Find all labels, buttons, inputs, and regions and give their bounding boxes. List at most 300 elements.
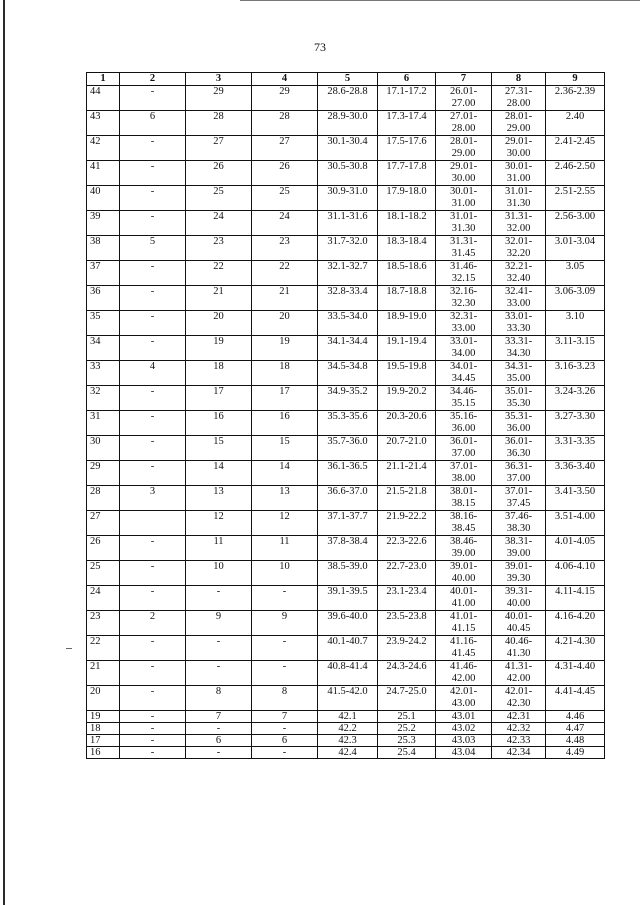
table-cell-col-1: 17 <box>87 735 120 747</box>
table-cell-col-6: 18.5-18.6 <box>378 261 436 286</box>
table-cell-col-5: 38.5-39.0 <box>318 561 378 586</box>
table-cell-col-8: 42.33 <box>492 735 546 747</box>
table-cell-col-9: 3.36-3.40 <box>546 461 605 486</box>
table-cell-col-2: - <box>120 536 186 561</box>
table-cell-col-6: 19.9-20.2 <box>378 386 436 411</box>
table-cell-col-8: 42.32 <box>492 723 546 735</box>
table-row <box>87 723 605 735</box>
table-cell-col-8: 31.31- 32.00 <box>492 211 546 236</box>
table-cell-col-7: 31.01- 31.30 <box>436 211 492 236</box>
table-cell-col-6: 23.9-24.2 <box>378 636 436 661</box>
table-cell-col-5: 28.6-28.8 <box>318 86 378 111</box>
table-cell-col-7: 39.01- 40.00 <box>436 561 492 586</box>
table-cell-col-3: 19 <box>186 336 252 361</box>
table-row <box>87 386 605 411</box>
table-cell-col-7: 31.46- 32.15 <box>436 261 492 286</box>
table-cell-col-4: 20 <box>252 311 318 336</box>
page-number: 73 <box>314 40 326 54</box>
table-row <box>87 661 605 686</box>
table-cell-col-3: 28 <box>186 111 252 136</box>
score-table <box>86 72 605 759</box>
table-cell-col-1: 24 <box>87 586 120 611</box>
table-cell-col-4: 19 <box>252 336 318 361</box>
table-cell-col-3: 20 <box>186 311 252 336</box>
column-header-4: 4 <box>252 73 318 86</box>
table-cell-col-5: 34.1-34.4 <box>318 336 378 361</box>
table-cell-col-7: 35.16- 36.00 <box>436 411 492 436</box>
table-cell-col-8: 32.41- 33.00 <box>492 286 546 311</box>
table-cell-col-9: 3.01-3.04 <box>546 236 605 261</box>
table-cell-col-1: 41 <box>87 161 120 186</box>
table-cell-col-8: 37.46- 38.30 <box>492 511 546 536</box>
table-cell-col-6: 25.1 <box>378 711 436 723</box>
table-cell-col-5: 36.6-37.0 <box>318 486 378 511</box>
table-cell-col-7: 33.01- 34.00 <box>436 336 492 361</box>
table-cell-col-6: 19.5-19.8 <box>378 361 436 386</box>
table-cell-col-5: 32.8-33.4 <box>318 286 378 311</box>
table-cell-col-1: 29 <box>87 461 120 486</box>
table-cell-col-7: 32.31- 33.00 <box>436 311 492 336</box>
table-row <box>87 261 605 286</box>
table-row <box>87 711 605 723</box>
table-cell-col-9: 4.06-4.10 <box>546 561 605 586</box>
table-cell-col-6: 23.1-23.4 <box>378 586 436 611</box>
table-cell-col-8: 33.31- 34.30 <box>492 336 546 361</box>
table-cell-col-7: 38.16- 38.45 <box>436 511 492 536</box>
table-row <box>87 686 605 711</box>
table-cell-col-4: 7 <box>252 711 318 723</box>
table-cell-col-4: 24 <box>252 211 318 236</box>
table-cell-col-6: 25.4 <box>378 747 436 759</box>
table-cell-col-6: 20.7-21.0 <box>378 436 436 461</box>
table-cell-col-7: 43.01 <box>436 711 492 723</box>
table-cell-col-7: 26.01- 27.00 <box>436 86 492 111</box>
table-cell-col-1: 21 <box>87 661 120 686</box>
table-cell-col-2: - <box>120 723 186 735</box>
table-cell-col-8: 40.01- 40.45 <box>492 611 546 636</box>
table-cell-col-4: - <box>252 723 318 735</box>
table-cell-col-3: 23 <box>186 236 252 261</box>
table-cell-col-1: 28 <box>87 486 120 511</box>
table-cell-col-5: 32.1-32.7 <box>318 261 378 286</box>
table-cell-col-6: 23.5-23.8 <box>378 611 436 636</box>
table-row <box>87 561 605 586</box>
table-cell-col-5: 31.7-32.0 <box>318 236 378 261</box>
stray-mark <box>66 648 72 649</box>
table-cell-col-1: 26 <box>87 536 120 561</box>
table-cell-col-9: 3.27-3.30 <box>546 411 605 436</box>
table-cell-col-3: 29 <box>186 86 252 111</box>
table-cell-col-5: 37.1-37.7 <box>318 511 378 536</box>
table-cell-col-7: 31.31- 31.45 <box>436 236 492 261</box>
table-cell-col-7: 41.16- 41.45 <box>436 636 492 661</box>
table-row <box>87 486 605 511</box>
table-cell-col-3: 15 <box>186 436 252 461</box>
table-cell-col-5: 40.8-41.4 <box>318 661 378 686</box>
table-cell-col-5: 31.1-31.6 <box>318 211 378 236</box>
table-cell-col-4: - <box>252 636 318 661</box>
table-cell-col-5: 40.1-40.7 <box>318 636 378 661</box>
table-cell-col-2: - <box>120 386 186 411</box>
table-cell-col-5: 37.8-38.4 <box>318 536 378 561</box>
table-row <box>87 211 605 236</box>
table-cell-col-3: 11 <box>186 536 252 561</box>
table-row <box>87 311 605 336</box>
table-cell-col-4: 17 <box>252 386 318 411</box>
table-cell-col-9: 4.11-4.15 <box>546 586 605 611</box>
table-cell-col-6: 22.3-22.6 <box>378 536 436 561</box>
table-cell-col-2: - <box>120 586 186 611</box>
table-cell-col-2: 5 <box>120 236 186 261</box>
table-cell-col-7: 30.01- 31.00 <box>436 186 492 211</box>
table-cell-col-9: 4.31-4.40 <box>546 661 605 686</box>
table-cell-col-3: 10 <box>186 561 252 586</box>
table-cell-col-9: 3.41-3.50 <box>546 486 605 511</box>
table-cell-col-2: - <box>120 661 186 686</box>
table-cell-col-9: 3.05 <box>546 261 605 286</box>
table-cell-col-1: 36 <box>87 286 120 311</box>
table-cell-col-2: 3 <box>120 486 186 511</box>
table-cell-col-2: - <box>120 136 186 161</box>
table-row <box>87 461 605 486</box>
table-cell-col-4: 11 <box>252 536 318 561</box>
table-row <box>87 636 605 661</box>
table-cell-col-1: 32 <box>87 386 120 411</box>
table-cell-col-9: 2.36-2.39 <box>546 86 605 111</box>
table-cell-col-6: 25.2 <box>378 723 436 735</box>
table-cell-col-3: 22 <box>186 261 252 286</box>
table-cell-col-2: - <box>120 686 186 711</box>
table-cell-col-9: 4.49 <box>546 747 605 759</box>
table-cell-col-2: - <box>120 711 186 723</box>
table-cell-col-3: 7 <box>186 711 252 723</box>
table-cell-col-5: 30.9-31.0 <box>318 186 378 211</box>
table-cell-col-8: 36.31- 37.00 <box>492 461 546 486</box>
table-cell-col-1: 44 <box>87 86 120 111</box>
table-row <box>87 186 605 211</box>
page-left-border <box>3 0 5 905</box>
table-cell-col-3: 18 <box>186 361 252 386</box>
table-cell-col-5: 35.7-36.0 <box>318 436 378 461</box>
table-cell-col-7: 43.02 <box>436 723 492 735</box>
table-row <box>87 735 605 747</box>
table-cell-col-5: 42.1 <box>318 711 378 723</box>
table-cell-col-6: 24.3-24.6 <box>378 661 436 686</box>
table-cell-col-6: 17.7-17.8 <box>378 161 436 186</box>
table-cell-col-2: - <box>120 561 186 586</box>
table-cell-col-8: 33.01- 33.30 <box>492 311 546 336</box>
table-cell-col-4: - <box>252 586 318 611</box>
table-cell-col-3: 13 <box>186 486 252 511</box>
table-cell-col-8: 39.01- 39.30 <box>492 561 546 586</box>
table-cell-col-5: 33.5-34.0 <box>318 311 378 336</box>
table-cell-col-6: 18.1-18.2 <box>378 211 436 236</box>
table-cell-col-8: 27.31- 28.00 <box>492 86 546 111</box>
table-cell-col-8: 28.01- 29.00 <box>492 111 546 136</box>
table-cell-col-1: 33 <box>87 361 120 386</box>
table-cell-col-9: 2.40 <box>546 111 605 136</box>
column-header-6: 6 <box>378 73 436 86</box>
column-header-7: 7 <box>436 73 492 86</box>
table-cell-col-3: 25 <box>186 186 252 211</box>
table-cell-col-9: 3.10 <box>546 311 605 336</box>
table-cell-col-6: 21.1-21.4 <box>378 461 436 486</box>
table-cell-col-8: 40.46- 41.30 <box>492 636 546 661</box>
table-cell-col-7: 38.46- 39.00 <box>436 536 492 561</box>
table-cell-col-1: 25 <box>87 561 120 586</box>
column-header-8: 8 <box>492 73 546 86</box>
table-cell-col-4: - <box>252 747 318 759</box>
table-row <box>87 286 605 311</box>
table-cell-col-3: - <box>186 747 252 759</box>
table-cell-col-2: - <box>120 436 186 461</box>
table-cell-col-2: - <box>120 186 186 211</box>
table-cell-col-3: 16 <box>186 411 252 436</box>
table-cell-col-2: - <box>120 161 186 186</box>
table-cell-col-4: 10 <box>252 561 318 586</box>
table-cell-col-2: - <box>120 261 186 286</box>
table-row <box>87 336 605 361</box>
table-cell-col-2: - <box>120 735 186 747</box>
table-cell-col-4: - <box>252 661 318 686</box>
table-row <box>87 586 605 611</box>
table-cell-col-4: 15 <box>252 436 318 461</box>
table-cell-col-9: 4.46 <box>546 711 605 723</box>
table-cell-col-9: 2.51-2.55 <box>546 186 605 211</box>
table-cell-col-8: 29.01- 30.00 <box>492 136 546 161</box>
table-cell-col-1: 43 <box>87 111 120 136</box>
table-cell-col-4: 8 <box>252 686 318 711</box>
table-cell-col-5: 39.1-39.5 <box>318 586 378 611</box>
table-cell-col-9: 2.56-3.00 <box>546 211 605 236</box>
table-cell-col-1: 22 <box>87 636 120 661</box>
table-cell-col-3: - <box>186 636 252 661</box>
table-cell-col-6: 18.9-19.0 <box>378 311 436 336</box>
table-cell-col-5: 42.2 <box>318 723 378 735</box>
table-cell-col-3: 24 <box>186 211 252 236</box>
table-cell-col-9: 2.41-2.45 <box>546 136 605 161</box>
table-cell-col-1: 31 <box>87 411 120 436</box>
table-cell-col-4: 16 <box>252 411 318 436</box>
table-cell-col-5: 39.6-40.0 <box>318 611 378 636</box>
table-cell-col-2: - <box>120 336 186 361</box>
table-cell-col-8: 42.01- 42.30 <box>492 686 546 711</box>
table-cell-col-9: 3.11-3.15 <box>546 336 605 361</box>
table-cell-col-3: 21 <box>186 286 252 311</box>
table-cell-col-9: 4.48 <box>546 735 605 747</box>
table-cell-col-1: 35 <box>87 311 120 336</box>
table-cell-col-5: 34.9-35.2 <box>318 386 378 411</box>
table-row <box>87 111 605 136</box>
table-cell-col-5: 41.5-42.0 <box>318 686 378 711</box>
table-cell-col-2: 6 <box>120 111 186 136</box>
table-cell-col-2: - <box>120 311 186 336</box>
table-cell-col-3: - <box>186 586 252 611</box>
table-row <box>87 136 605 161</box>
table-cell-col-2: 4 <box>120 361 186 386</box>
table-cell-col-7: 34.01- 34.45 <box>436 361 492 386</box>
table-cell-col-7: 43.03 <box>436 735 492 747</box>
table-cell-col-1: 23 <box>87 611 120 636</box>
table-cell-col-6: 24.7-25.0 <box>378 686 436 711</box>
table-cell-col-9: 4.47 <box>546 723 605 735</box>
table-cell-col-9: 3.06-3.09 <box>546 286 605 311</box>
table-row <box>87 436 605 461</box>
table-cell-col-9: 3.31-3.35 <box>546 436 605 461</box>
table-cell-col-4: 25 <box>252 186 318 211</box>
table-cell-col-8: 31.01- 31.30 <box>492 186 546 211</box>
table-cell-col-4: 26 <box>252 161 318 186</box>
table-cell-col-5: 36.1-36.5 <box>318 461 378 486</box>
table-cell-col-4: 29 <box>252 86 318 111</box>
table-cell-col-8: 35.01- 35.30 <box>492 386 546 411</box>
table-cell-col-9: 4.21-4.30 <box>546 636 605 661</box>
table-cell-col-7: 34.46- 35.15 <box>436 386 492 411</box>
table-cell-col-8: 38.31- 39.00 <box>492 536 546 561</box>
table-cell-col-5: 35.3-35.6 <box>318 411 378 436</box>
table-cell-col-9: 3.51-4.00 <box>546 511 605 536</box>
table-cell-col-9: 4.16-4.20 <box>546 611 605 636</box>
table-cell-col-1: 39 <box>87 211 120 236</box>
table-body <box>87 86 605 759</box>
table-cell-col-8: 32.01- 32.20 <box>492 236 546 261</box>
table-cell-col-8: 36.01- 36.30 <box>492 436 546 461</box>
table-cell-col-2: - <box>120 211 186 236</box>
table-cell-col-7: 29.01- 30.00 <box>436 161 492 186</box>
table-cell-col-4: 6 <box>252 735 318 747</box>
table-cell-col-1: 42 <box>87 136 120 161</box>
table-cell-col-2: - <box>120 461 186 486</box>
table-cell-col-7: 41.46- 42.00 <box>436 661 492 686</box>
table-cell-col-6: 17.9-18.0 <box>378 186 436 211</box>
table-cell-col-8: 39.31- 40.00 <box>492 586 546 611</box>
table-cell-col-8: 41.31- 42.00 <box>492 661 546 686</box>
table-cell-col-3: - <box>186 661 252 686</box>
table-cell-col-7: 42.01- 43.00 <box>436 686 492 711</box>
table-cell-col-4: 28 <box>252 111 318 136</box>
table-cell-col-8: 42.31 <box>492 711 546 723</box>
table-cell-col-6: 18.3-18.4 <box>378 236 436 261</box>
table-cell-col-6: 18.7-18.8 <box>378 286 436 311</box>
table-cell-col-7: 40.01- 41.00 <box>436 586 492 611</box>
page-top-border <box>240 0 640 1</box>
table-cell-col-5: 30.1-30.4 <box>318 136 378 161</box>
table-row <box>87 161 605 186</box>
table-cell-col-9: 3.24-3.26 <box>546 386 605 411</box>
table-cell-col-6: 17.1-17.2 <box>378 86 436 111</box>
table-cell-col-4: 22 <box>252 261 318 286</box>
table-cell-col-4: 27 <box>252 136 318 161</box>
table-cell-col-3: 12 <box>186 511 252 536</box>
column-header-1: 1 <box>87 73 120 86</box>
table-cell-col-6: 21.5-21.8 <box>378 486 436 511</box>
table-cell-col-7: 28.01- 29.00 <box>436 136 492 161</box>
table-cell-col-6: 19.1-19.4 <box>378 336 436 361</box>
table-cell-col-4: 21 <box>252 286 318 311</box>
table-cell-col-8: 42.34 <box>492 747 546 759</box>
table-cell-col-6: 17.3-17.4 <box>378 111 436 136</box>
table-cell-col-2: 2 <box>120 611 186 636</box>
header-row <box>87 73 605 86</box>
table-cell-col-1: 40 <box>87 186 120 211</box>
table-row <box>87 236 605 261</box>
table-cell-col-1: 38 <box>87 236 120 261</box>
table-cell-col-6: 20.3-20.6 <box>378 411 436 436</box>
table-cell-col-6: 21.9-22.2 <box>378 511 436 536</box>
column-header-2: 2 <box>120 73 186 86</box>
table-cell-col-5: 30.5-30.8 <box>318 161 378 186</box>
table-cell-col-1: 37 <box>87 261 120 286</box>
table-cell-col-8: 37.01- 37.45 <box>492 486 546 511</box>
table-cell-col-5: 34.5-34.8 <box>318 361 378 386</box>
table-cell-col-4: 12 <box>252 511 318 536</box>
table-cell-col-2: - <box>120 747 186 759</box>
table-cell-col-6: 17.5-17.6 <box>378 136 436 161</box>
table-cell-col-3: 14 <box>186 461 252 486</box>
table-cell-col-3: 8 <box>186 686 252 711</box>
table-cell-col-4: 9 <box>252 611 318 636</box>
table-row <box>87 747 605 759</box>
table-row <box>87 536 605 561</box>
table-cell-col-1: 34 <box>87 336 120 361</box>
table-cell-col-4: 13 <box>252 486 318 511</box>
table-cell-col-7: 43.04 <box>436 747 492 759</box>
table-cell-col-3: 27 <box>186 136 252 161</box>
table-cell-col-1: 18 <box>87 723 120 735</box>
table-cell-col-1: 30 <box>87 436 120 461</box>
table-cell-col-5: 28.9-30.0 <box>318 111 378 136</box>
table-cell-col-1: 27 <box>87 511 120 536</box>
table-cell-col-9: 4.01-4.05 <box>546 536 605 561</box>
table-cell-col-7: 41.01- 41.15 <box>436 611 492 636</box>
table-cell-col-7: 38.01- 38.15 <box>436 486 492 511</box>
table-cell-col-6: 25.3 <box>378 735 436 747</box>
table-cell-col-9: 2.46-2.50 <box>546 161 605 186</box>
table-row <box>87 86 605 111</box>
table-cell-col-4: 18 <box>252 361 318 386</box>
column-header-5: 5 <box>318 73 378 86</box>
table-cell-col-9: 4.41-4.45 <box>546 686 605 711</box>
table-cell-col-7: 37.01- 38.00 <box>436 461 492 486</box>
table-cell-col-3: - <box>186 723 252 735</box>
table-cell-col-5: 42.4 <box>318 747 378 759</box>
table-cell-col-2: - <box>120 411 186 436</box>
table-row <box>87 511 605 536</box>
table-cell-col-5: 42.3 <box>318 735 378 747</box>
table-cell-col-1: 20 <box>87 686 120 711</box>
table-cell-col-2 <box>120 511 186 536</box>
table-cell-col-8: 35.31- 36.00 <box>492 411 546 436</box>
table-cell-col-8: 30.01- 31.00 <box>492 161 546 186</box>
column-header-3: 3 <box>186 73 252 86</box>
table-cell-col-7: 27.01- 28.00 <box>436 111 492 136</box>
table-cell-col-9: 3.16-3.23 <box>546 361 605 386</box>
table-row <box>87 411 605 436</box>
table-cell-col-7: 32.16- 32.30 <box>436 286 492 311</box>
table-cell-col-6: 22.7-23.0 <box>378 561 436 586</box>
table-cell-col-8: 32.21- 32.40 <box>492 261 546 286</box>
table-cell-col-4: 14 <box>252 461 318 486</box>
table-cell-col-2: - <box>120 86 186 111</box>
table-cell-col-3: 17 <box>186 386 252 411</box>
table-row <box>87 611 605 636</box>
column-header-9: 9 <box>546 73 605 86</box>
table-cell-col-1: 19 <box>87 711 120 723</box>
table-cell-col-3: 6 <box>186 735 252 747</box>
table-cell-col-2: - <box>120 636 186 661</box>
table-cell-col-1: 16 <box>87 747 120 759</box>
table-cell-col-3: 26 <box>186 161 252 186</box>
